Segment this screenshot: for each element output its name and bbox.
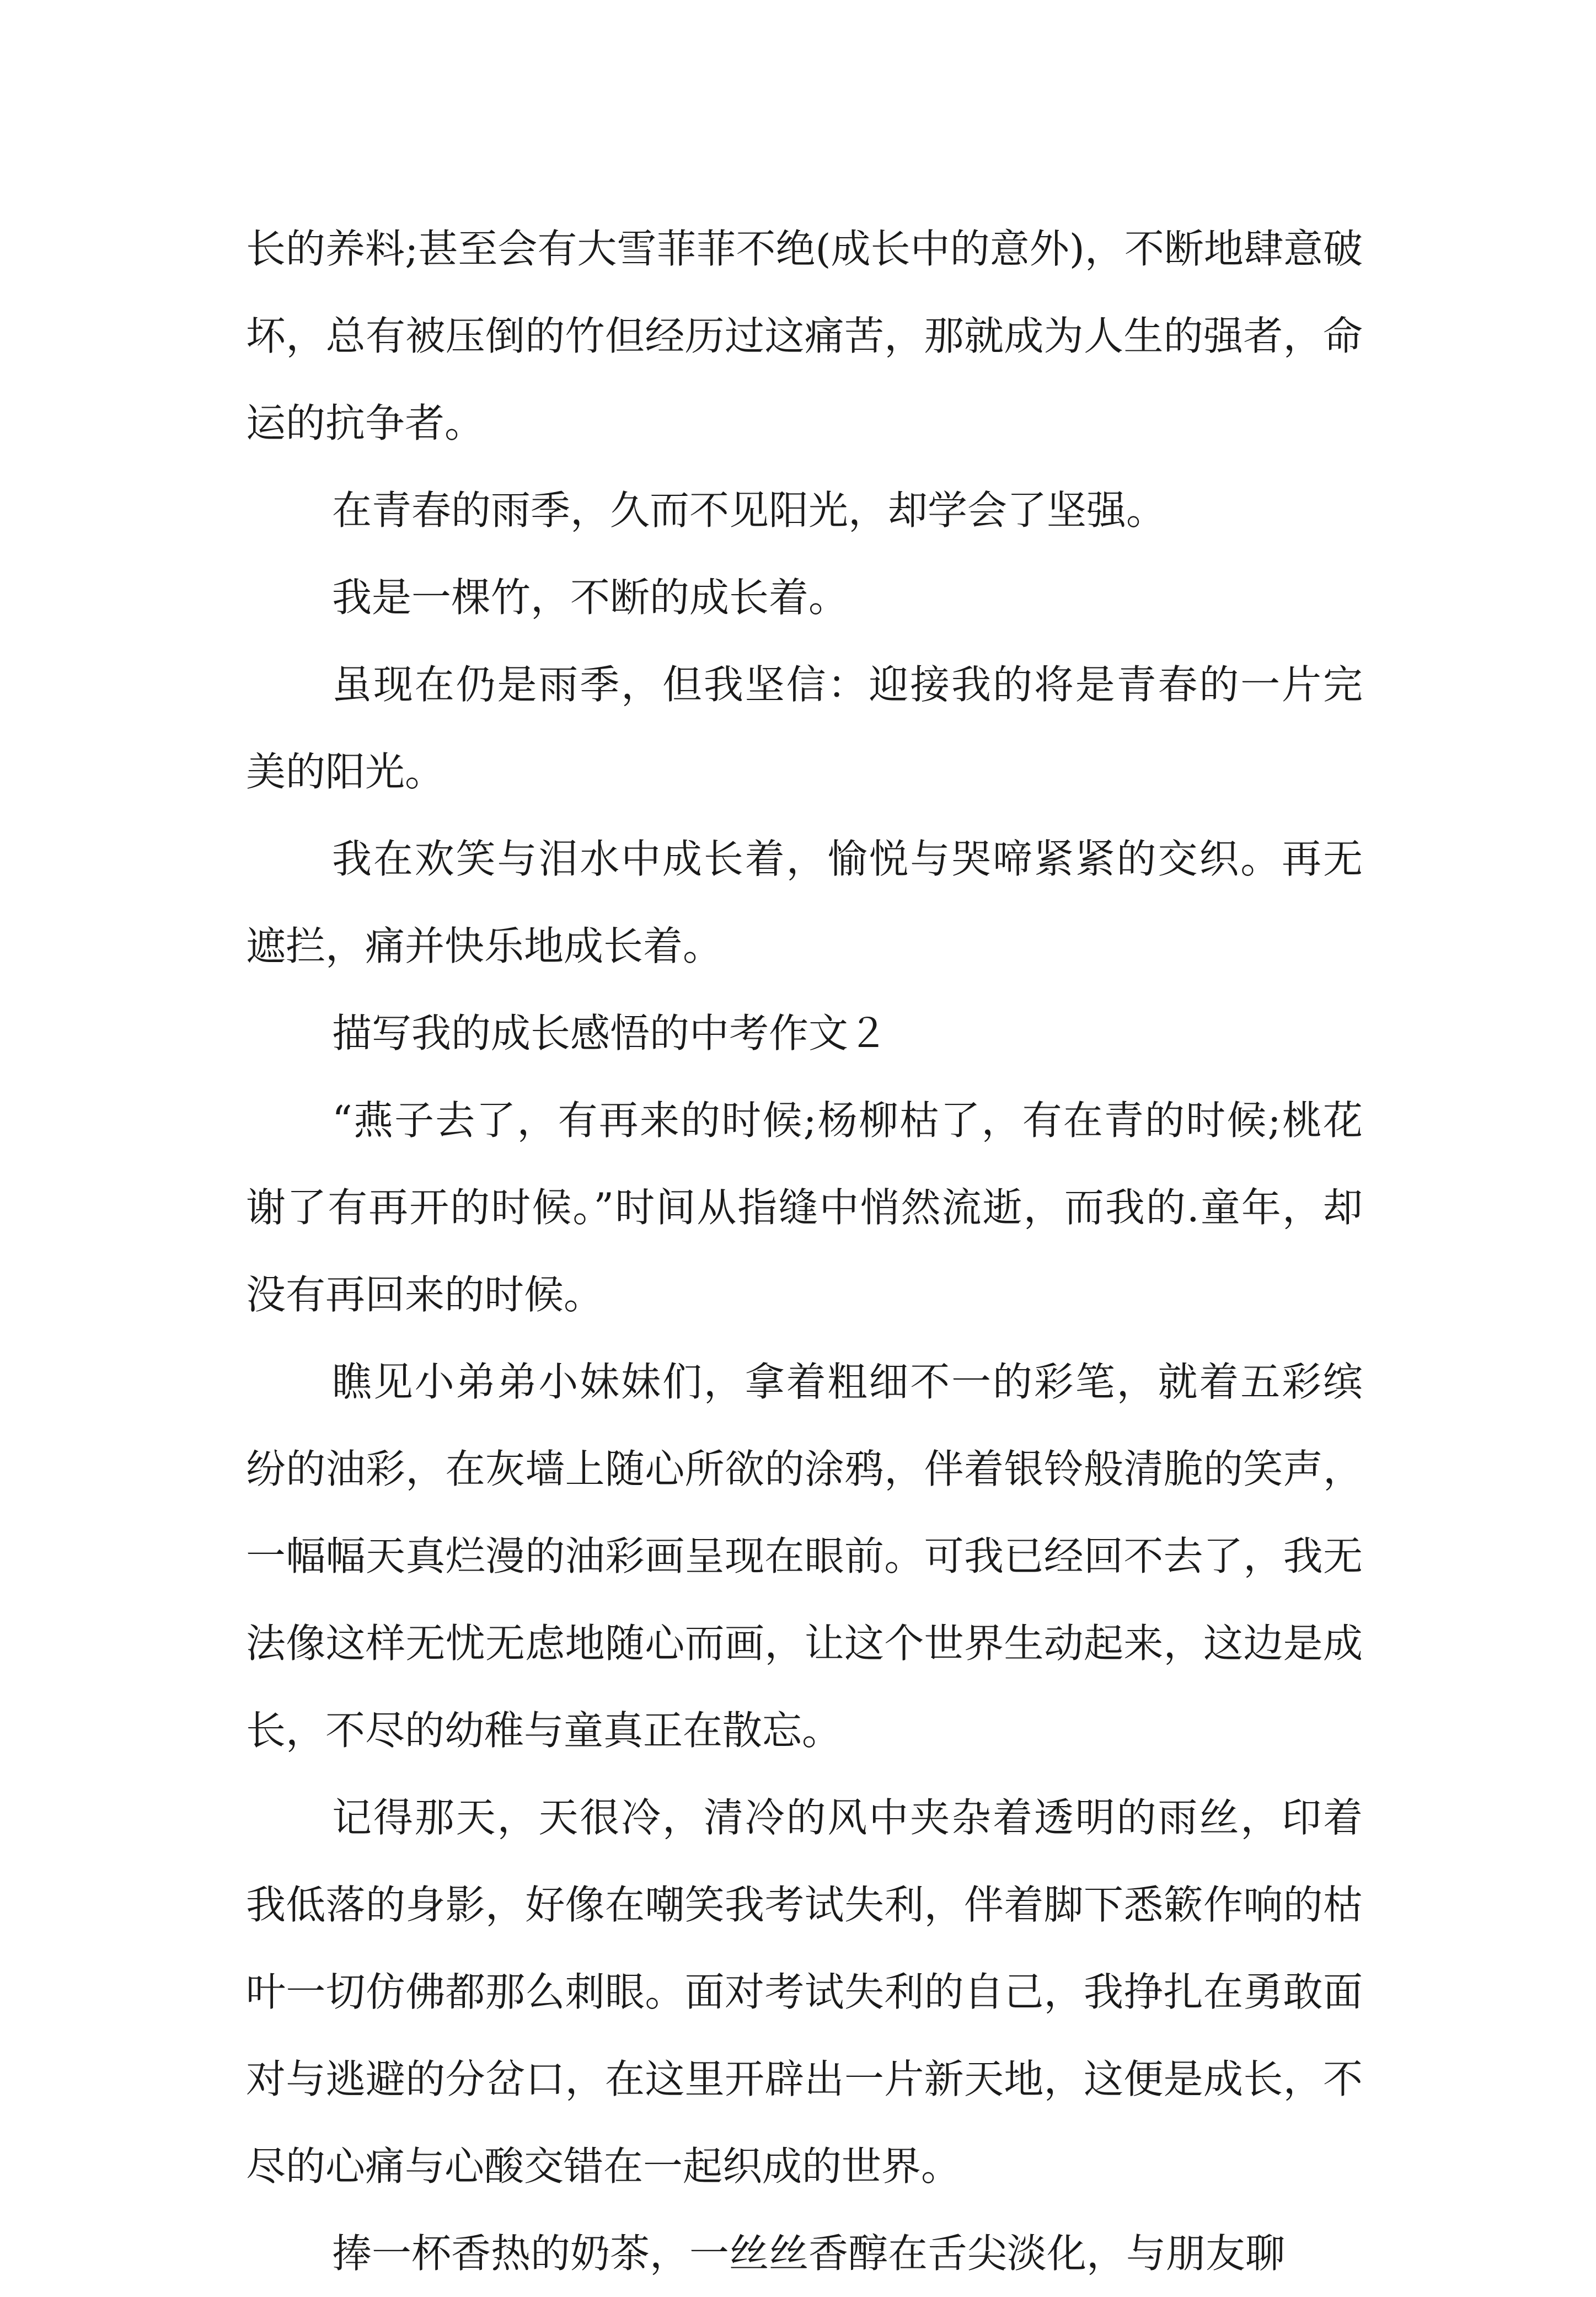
document-body bbox=[246, 205, 1363, 2297]
paragraph: 记得那天，天很冷，清冷的风中夹杂着透明的雨丝，印着我低落的身影，好像在嘲笑我考试失利，伴着脚下悉簌作响的枯叶一切仿佛都那么刺眼。面对考试失利的自己，我挣扎在勇敢面对与逃避的分岔口，在这里开辟出一片新天地，这便是成长，不尽的心痛与心酸交错在一起织成的世界。 bbox=[246, 1794, 1363, 2189]
paragraph: 我是一棵竹，不断的成长着。 bbox=[332, 574, 849, 621]
paragraph: 在青春的雨季，久而不见阳光，却学会了坚强。 bbox=[332, 487, 1166, 533]
paragraph: 虽现在仍是雨季，但我坚信：迎接我的将是青春的一片完美的阳光。 bbox=[246, 661, 1363, 795]
paragraph: 瞧见小弟弟小妹妹们，拿着粗细不一的彩笔，就着五彩缤纷的油彩，在灰墙上随心所欲的涂鸦，伴着银铃般清脆的笑声，一幅幅天真烂漫的油彩画呈现在眼前。可我已经回不去了，我无法像这样无忧无虑地随心而画，让这个世界生动起来，这边是成长，不尽的幼稚与童真正在散忘。 bbox=[246, 1359, 1363, 1754]
paragraph-truncated: 捧一杯香热的奶茶，一丝丝香醇在舌尖淡化，与朋友聊 bbox=[332, 2230, 1286, 2277]
paragraph-quote: “燕子去了，有再来的时候;杨柳枯了，有在青的时候;桃花谢了有再开的时候。”时间从指缝中悄然流逝，而我的.童年，却没有再回来的时候。 bbox=[246, 1097, 1363, 1318]
paragraph: 我在欢笑与泪水中成长着，愉悦与哭啼紧紧的交织。再无遮拦，痛并快乐地成长着。 bbox=[246, 836, 1363, 969]
paragraph-continuation: 长的养料;甚至会有大雪菲菲不绝(成长中的意外)，不断地肆意破坏，总有被压倒的竹但经历过这痛苦，那就成为人生的强者，命运的抗争者。 bbox=[246, 226, 1363, 446]
section-heading: 描写我的成长感悟的中考作文２ bbox=[332, 1010, 888, 1056]
